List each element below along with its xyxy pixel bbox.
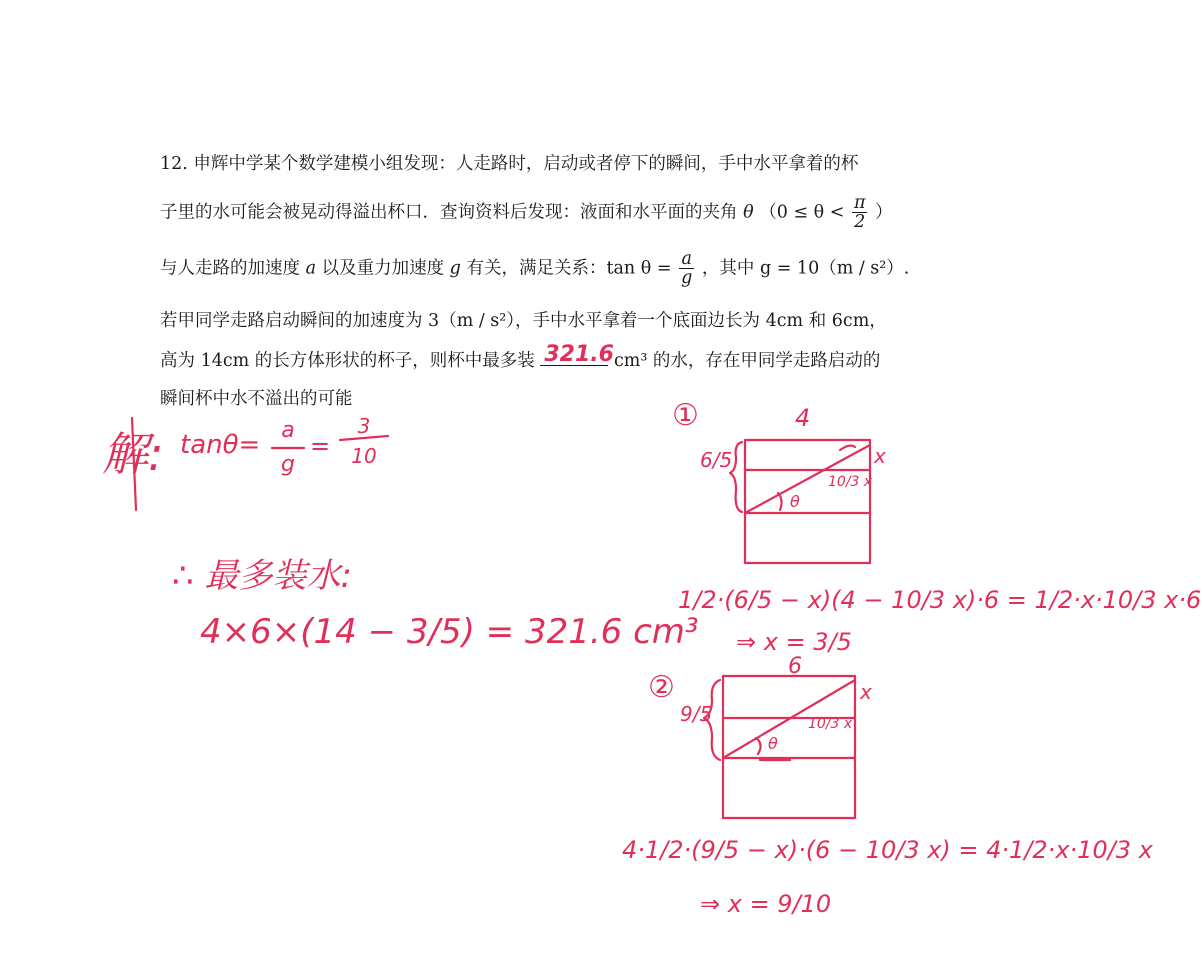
case2-circle: ② <box>648 670 675 705</box>
problem-line-5-a: 高为 14cm 的长方体形状的杯子，则杯中最多装 <box>160 351 535 371</box>
solution-tan-num: a <box>281 418 295 443</box>
solution-final: 4×6×(14 − 3/5) = 321.6 cm³ <box>200 612 699 652</box>
case1-h-label: 10/3 x <box>828 474 873 490</box>
problem-line-5-b: cm³ 的水，存在甲同学走路启动的 <box>613 351 881 371</box>
case1-x-label: x <box>874 444 886 468</box>
solution-therefore: ∴ 最多装水: <box>172 556 352 596</box>
solution-tan-num2: 3 <box>357 414 371 438</box>
case1-top-angle-arc <box>840 446 855 450</box>
case1-angle-arc <box>778 493 782 510</box>
problem-line-2-text: 子里的水可能会被晃动得溢出杯口．查询资料后发现：液面和水平面的夹角 <box>160 202 738 223</box>
case2-result: ⇒ x = 9/10 <box>700 890 832 918</box>
problem-line-4: 若甲同学走路启动瞬间的加速度为 3（m / s²），手中水平拿着一个底面边长为 4cm 和 6cm， <box>160 311 887 331</box>
case2-side-brace <box>704 680 720 760</box>
case1-angle: θ <box>790 492 800 511</box>
frac-a: a <box>679 250 694 269</box>
problem-line-6: 瞬间杯中水不溢出的可能 <box>160 389 353 409</box>
case1-circle: ① <box>672 398 699 433</box>
case2-x-label: x <box>860 680 872 704</box>
case1-result: ⇒ x = 3/5 <box>736 628 852 656</box>
solution-jie: 解: <box>102 427 164 481</box>
case2-h-label: 10/3 x <box>808 716 853 732</box>
problem-line-3-a: 与人走路的加速度 <box>160 258 300 279</box>
two: 2 <box>854 212 866 233</box>
range-close: ） <box>875 202 893 223</box>
solution-tan: tanθ= <box>180 430 261 460</box>
solution-tan-den2: 10 <box>351 444 377 468</box>
var-a: a <box>305 258 317 279</box>
case1-top-label: 4 <box>795 404 811 432</box>
case1-side-brace <box>730 442 742 512</box>
problem-line-3-c: 有关，满足关系：tan θ = <box>466 258 672 279</box>
jie-stroke <box>132 418 136 510</box>
problem-line-3-b: 以及重力加速度 <box>321 258 445 279</box>
frac-g: g <box>681 268 693 289</box>
case1-equation: 1/2·(6/5 − x)(4 − 10/3 x)·6 = 1/2·x·10/3 x·6 <box>678 586 1201 614</box>
case2-angle: θ <box>768 734 778 753</box>
var-g: g <box>449 258 461 279</box>
case1-diagonal <box>745 445 873 513</box>
case2-top-label: 6 <box>788 654 802 679</box>
case2-equation: 4·1/2·(9/5 − x)·(6 − 10/3 x) = 4·1/2·x·10/3 x <box>622 836 1153 864</box>
case2-side-label: 9/5 <box>680 702 713 726</box>
theta-range: （0 ≤ θ < <box>759 202 845 223</box>
case1-side-label: 6/5 <box>700 448 733 472</box>
case2-angle-arc <box>756 738 761 754</box>
answer-handwritten: 321.6 <box>544 342 614 367</box>
problem-line-1: 12. 申辉中学某个数学建模小组发现：人走路时，启动或者停下的瞬间，手中水平拿着的杯 <box>160 154 859 174</box>
tan-frac-bar-2 <box>340 436 388 440</box>
case1-box <box>745 440 873 563</box>
theta-symbol: θ <box>743 202 754 223</box>
problem-line-3-d: ，其中 g = 10（m / s²）. <box>701 258 910 279</box>
pi: π <box>853 193 866 213</box>
solution-eq: = <box>310 432 331 460</box>
solution-tan-den: g <box>281 452 295 477</box>
